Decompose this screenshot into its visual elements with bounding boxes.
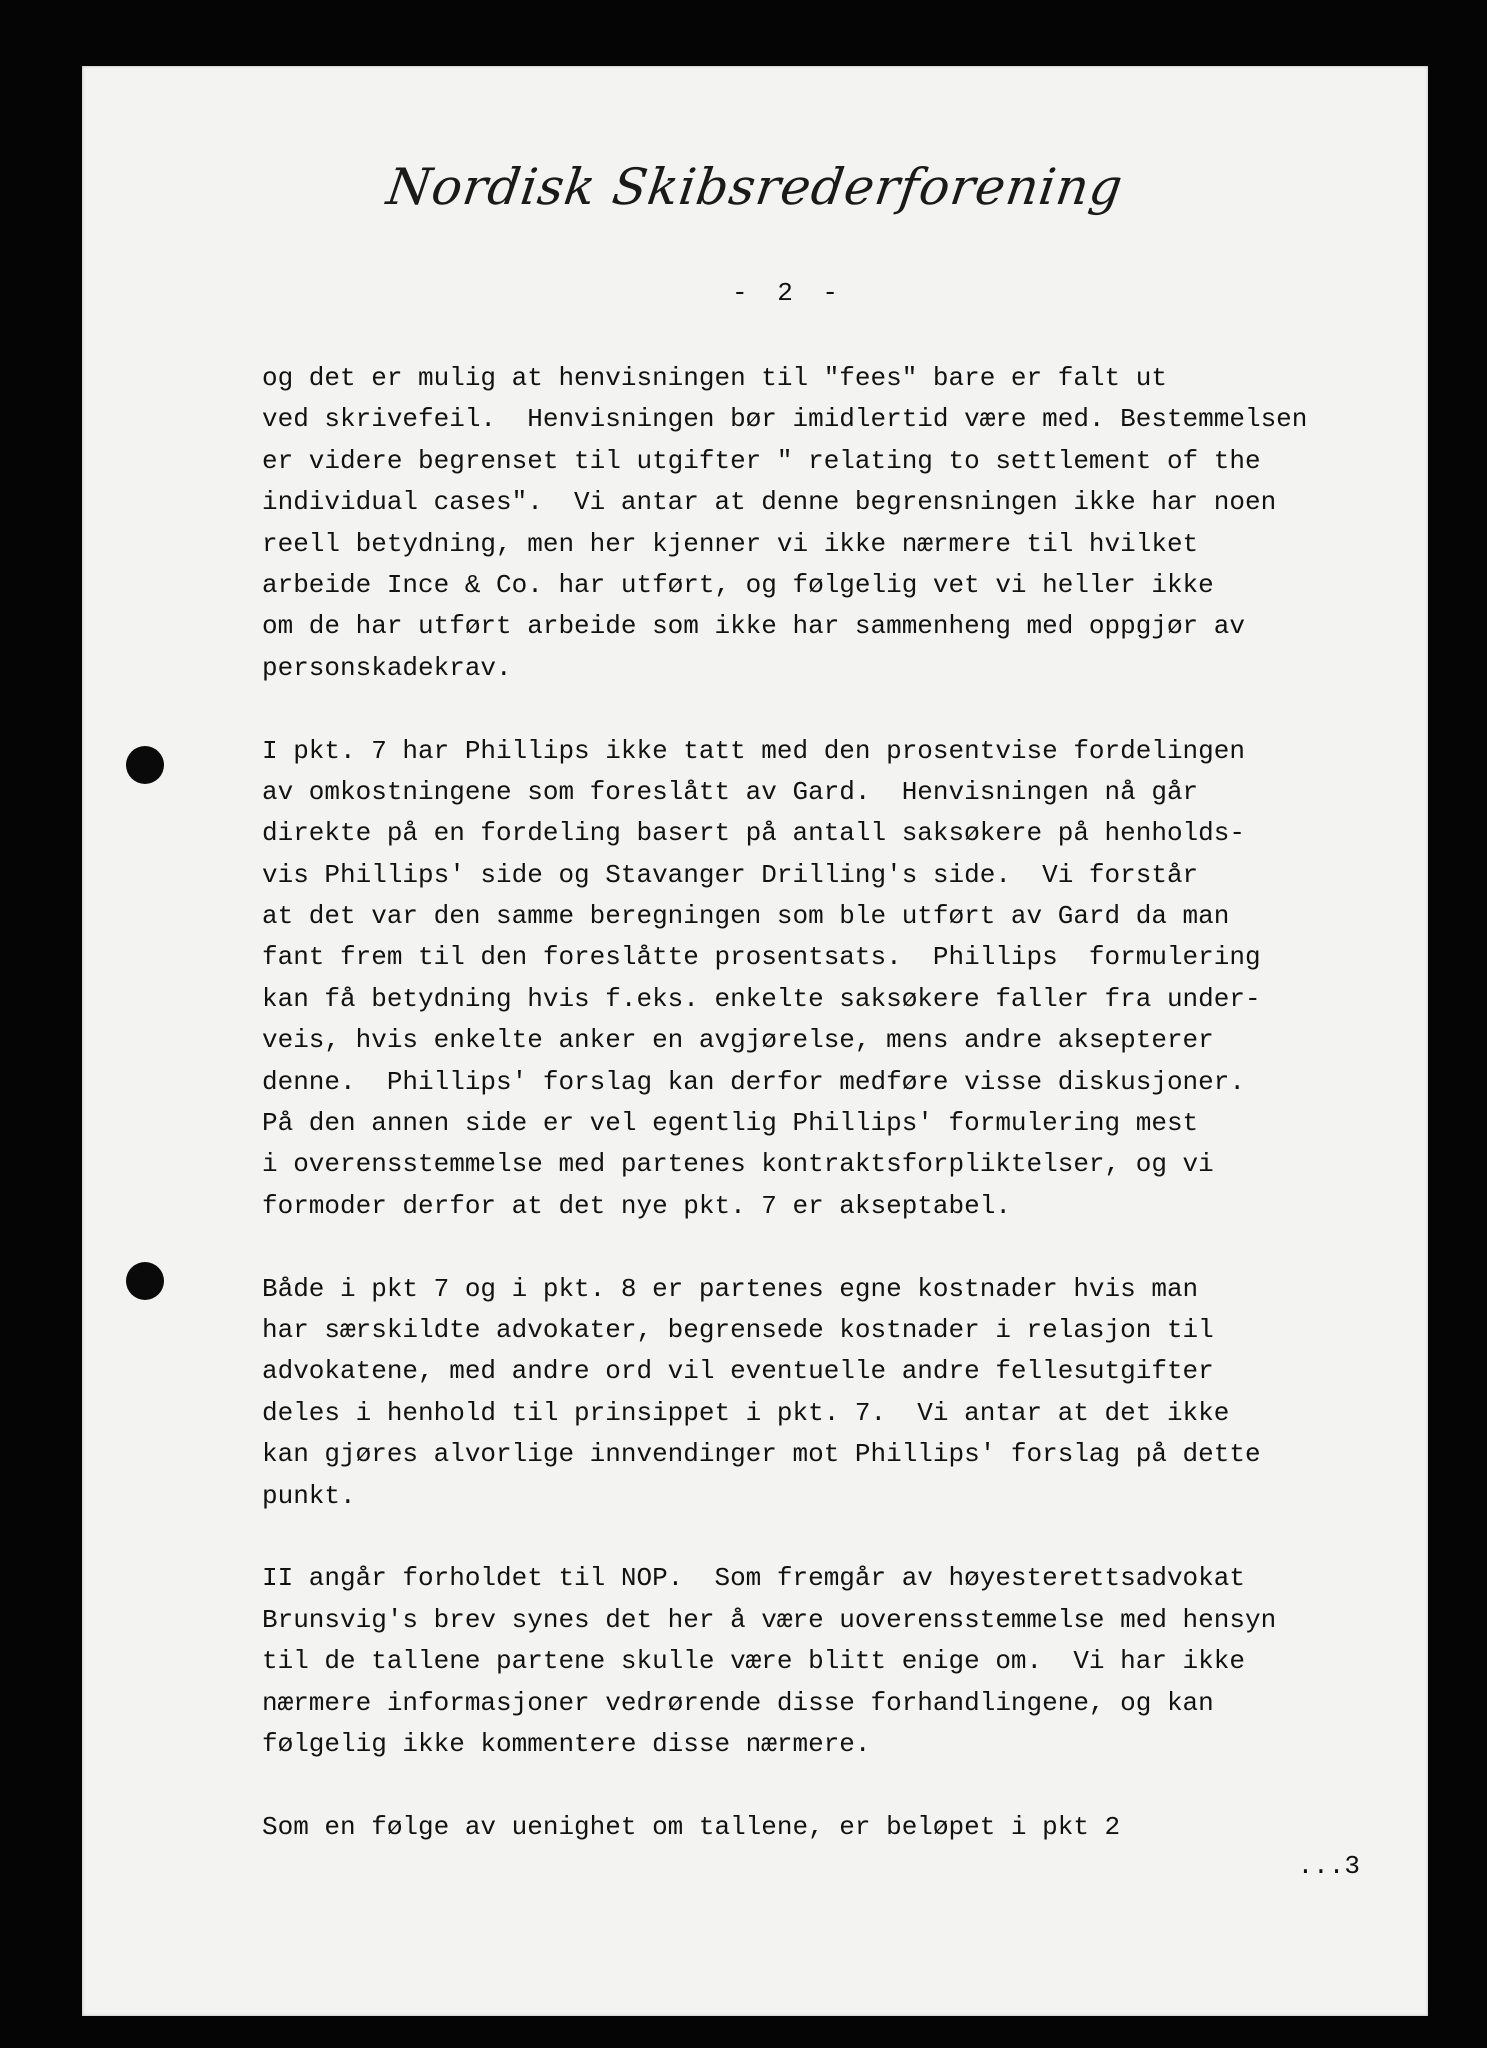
text-line: Brunsvig's brev synes det her å være uoverensstemmelse med hensyn (262, 1604, 1277, 1635)
continuation-marker: ...3 (1297, 1851, 1360, 1881)
text-line: På den annen side er vel egentlig Phillips' formulering mest (262, 1108, 1199, 1139)
paragraph (262, 358, 1412, 689)
text-line: personskadekrav. (262, 652, 512, 683)
text-line: at det var den samme beregningen som ble utført av Gard da man (262, 901, 1230, 932)
text-line: II angår forholdet til NOP. Som fremgår av høyesterettsadvokat (262, 1563, 1245, 1594)
text-line: veis, hvis enkelte anker en avgjørelse, mens andre aksepterer (262, 1025, 1214, 1056)
text-line: i overensstemmelse med partenes kontraktsforpliktelser, og vi (262, 1149, 1214, 1180)
page-number: - 2 - (731, 278, 838, 308)
text-line: Både i pkt 7 og i pkt. 8 er partenes egne kostnader hvis man (262, 1273, 1199, 1304)
text-line: av omkostningene som foreslått av Gard. Henvisningen nå går (262, 776, 1199, 807)
text-line: deles i henhold til prinsippet i pkt. 7. Vi antar at det ikke (262, 1397, 1230, 1428)
text-line: reell betydning, men her kjenner vi ikke nærmere til hvilket (262, 528, 1199, 559)
text-line: om de har utført arbeide som ikke har sammenheng med oppgjør av (262, 611, 1245, 642)
text-line: Som en følge av uenighet om tallene, er beløpet i pkt 2 (262, 1811, 1121, 1842)
text-line: arbeide Ince & Co. har utført, og følgelig vet vi heller ikke (262, 569, 1214, 600)
text-line: ved skrivefeil. Henvisningen bør imidlertid være med. Bestemmelsen (262, 404, 1308, 435)
text-line: denne. Phillips' forslag kan derfor medføre visse diskusjoner. (262, 1066, 1245, 1097)
paragraph (262, 1807, 1412, 1848)
text-line: har særskildte advokater, begrensede kostnader i relasjon til (262, 1314, 1214, 1345)
text-line: I pkt. 7 har Phillips ikke tatt med den prosentvise fordelingen (262, 735, 1245, 766)
body-text (262, 358, 1412, 1889)
text-line: individual cases". Vi antar at denne begrensningen ikke har noen (262, 487, 1277, 518)
paragraph (262, 1558, 1412, 1765)
text-line: følgelig ikke kommentere disse nærmere. (262, 1728, 871, 1759)
letterhead: Nordisk Skibsrederforening (383, 158, 1127, 216)
text-line: punkt. (262, 1480, 356, 1511)
text-line: formoder derfor at det nye pkt. 7 er akseptabel. (262, 1190, 1011, 1221)
text-line: vis Phillips' side og Stavanger Drilling's side. Vi forstår (262, 859, 1199, 890)
text-line: er videre begrenset til utgifter " relating to settlement of the (262, 445, 1261, 476)
text-line: kan få betydning hvis f.eks. enkelte saksøkere faller fra under- (262, 983, 1261, 1014)
text-line: advokatene, med andre ord vil eventuelle andre fellesutgifter (262, 1356, 1214, 1387)
paragraph (262, 731, 1412, 1228)
paragraph (262, 1269, 1412, 1517)
text-line: fant frem til den foreslåtte prosentsats. Phillips formulering (262, 942, 1261, 973)
text-line: og det er mulig at henvisningen til "fees" bare er falt ut (262, 363, 1167, 393)
text-line: til de tallene partene skulle være blitt enige om. Vi har ikke (262, 1646, 1245, 1677)
text-line: nærmere informasjoner vedrørende disse forhandlingene, og kan (262, 1687, 1214, 1718)
punch-hole (126, 1262, 164, 1300)
text-line: kan gjøres alvorlige innvendinger mot Phillips' forslag på dette (262, 1439, 1261, 1470)
document-page (82, 66, 1428, 2016)
punch-hole (126, 746, 164, 784)
text-line: direkte på en fordeling basert på antall saksøkere på henholds- (262, 818, 1245, 849)
